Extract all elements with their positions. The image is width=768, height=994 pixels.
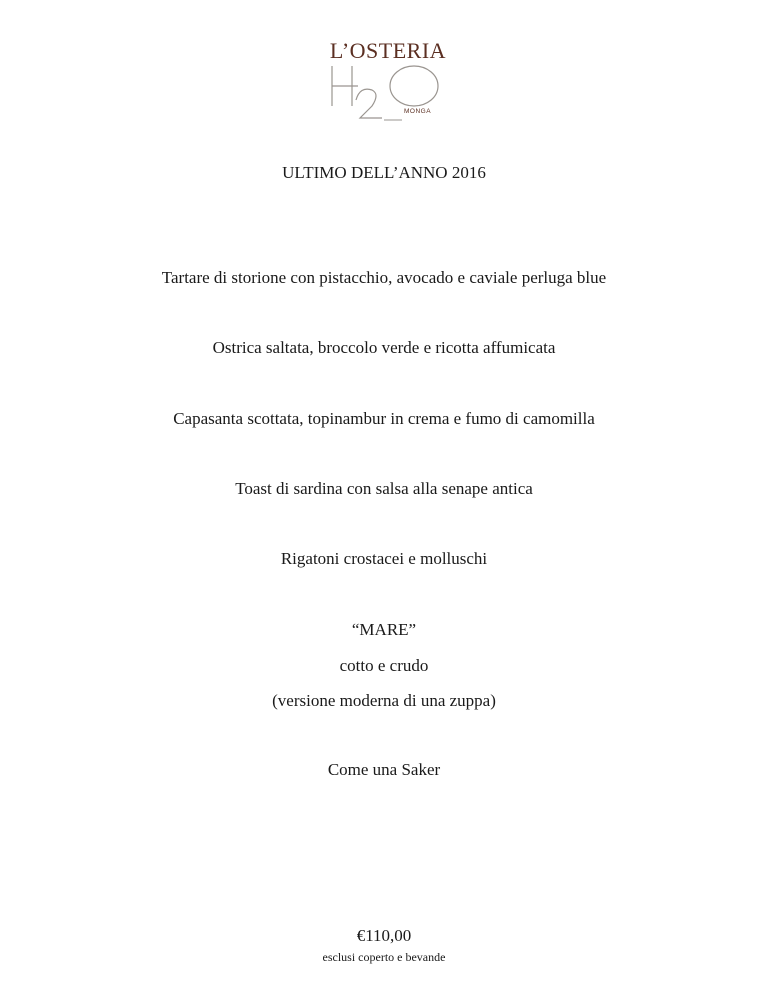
special-course-line-2: (versione moderna di una zuppa) [272, 691, 496, 710]
menu-title: ULTIMO DELL’ANNO 2016 [282, 163, 486, 182]
logo-location: MONGA [404, 108, 432, 115]
course-1: Tartare di storione con pistacchio, avocado e caviale perluga blue [161, 268, 607, 287]
dessert: Come una Saker [327, 760, 441, 779]
price: €110,00 [356, 926, 412, 945]
special-course-line-1: cotto e crudo [339, 656, 429, 675]
special-course-name: “MARE” [351, 620, 417, 639]
restaurant-logo [310, 38, 460, 120]
course-2: Ostrica saltata, broccolo verde e ricotta affumicata [212, 338, 556, 357]
h2o-logo-mark [310, 62, 460, 124]
logo-name: L’OSTERIA [329, 38, 447, 63]
price-note: esclusi coperto e bevande [322, 950, 446, 964]
course-3: Capasanta scottata, topinambur in crema e fumo di camomilla [173, 409, 595, 428]
course-4: Toast di sardina con salsa alla senape antica [235, 479, 533, 498]
course-5: Rigatoni crostacei e molluschi [280, 549, 488, 568]
